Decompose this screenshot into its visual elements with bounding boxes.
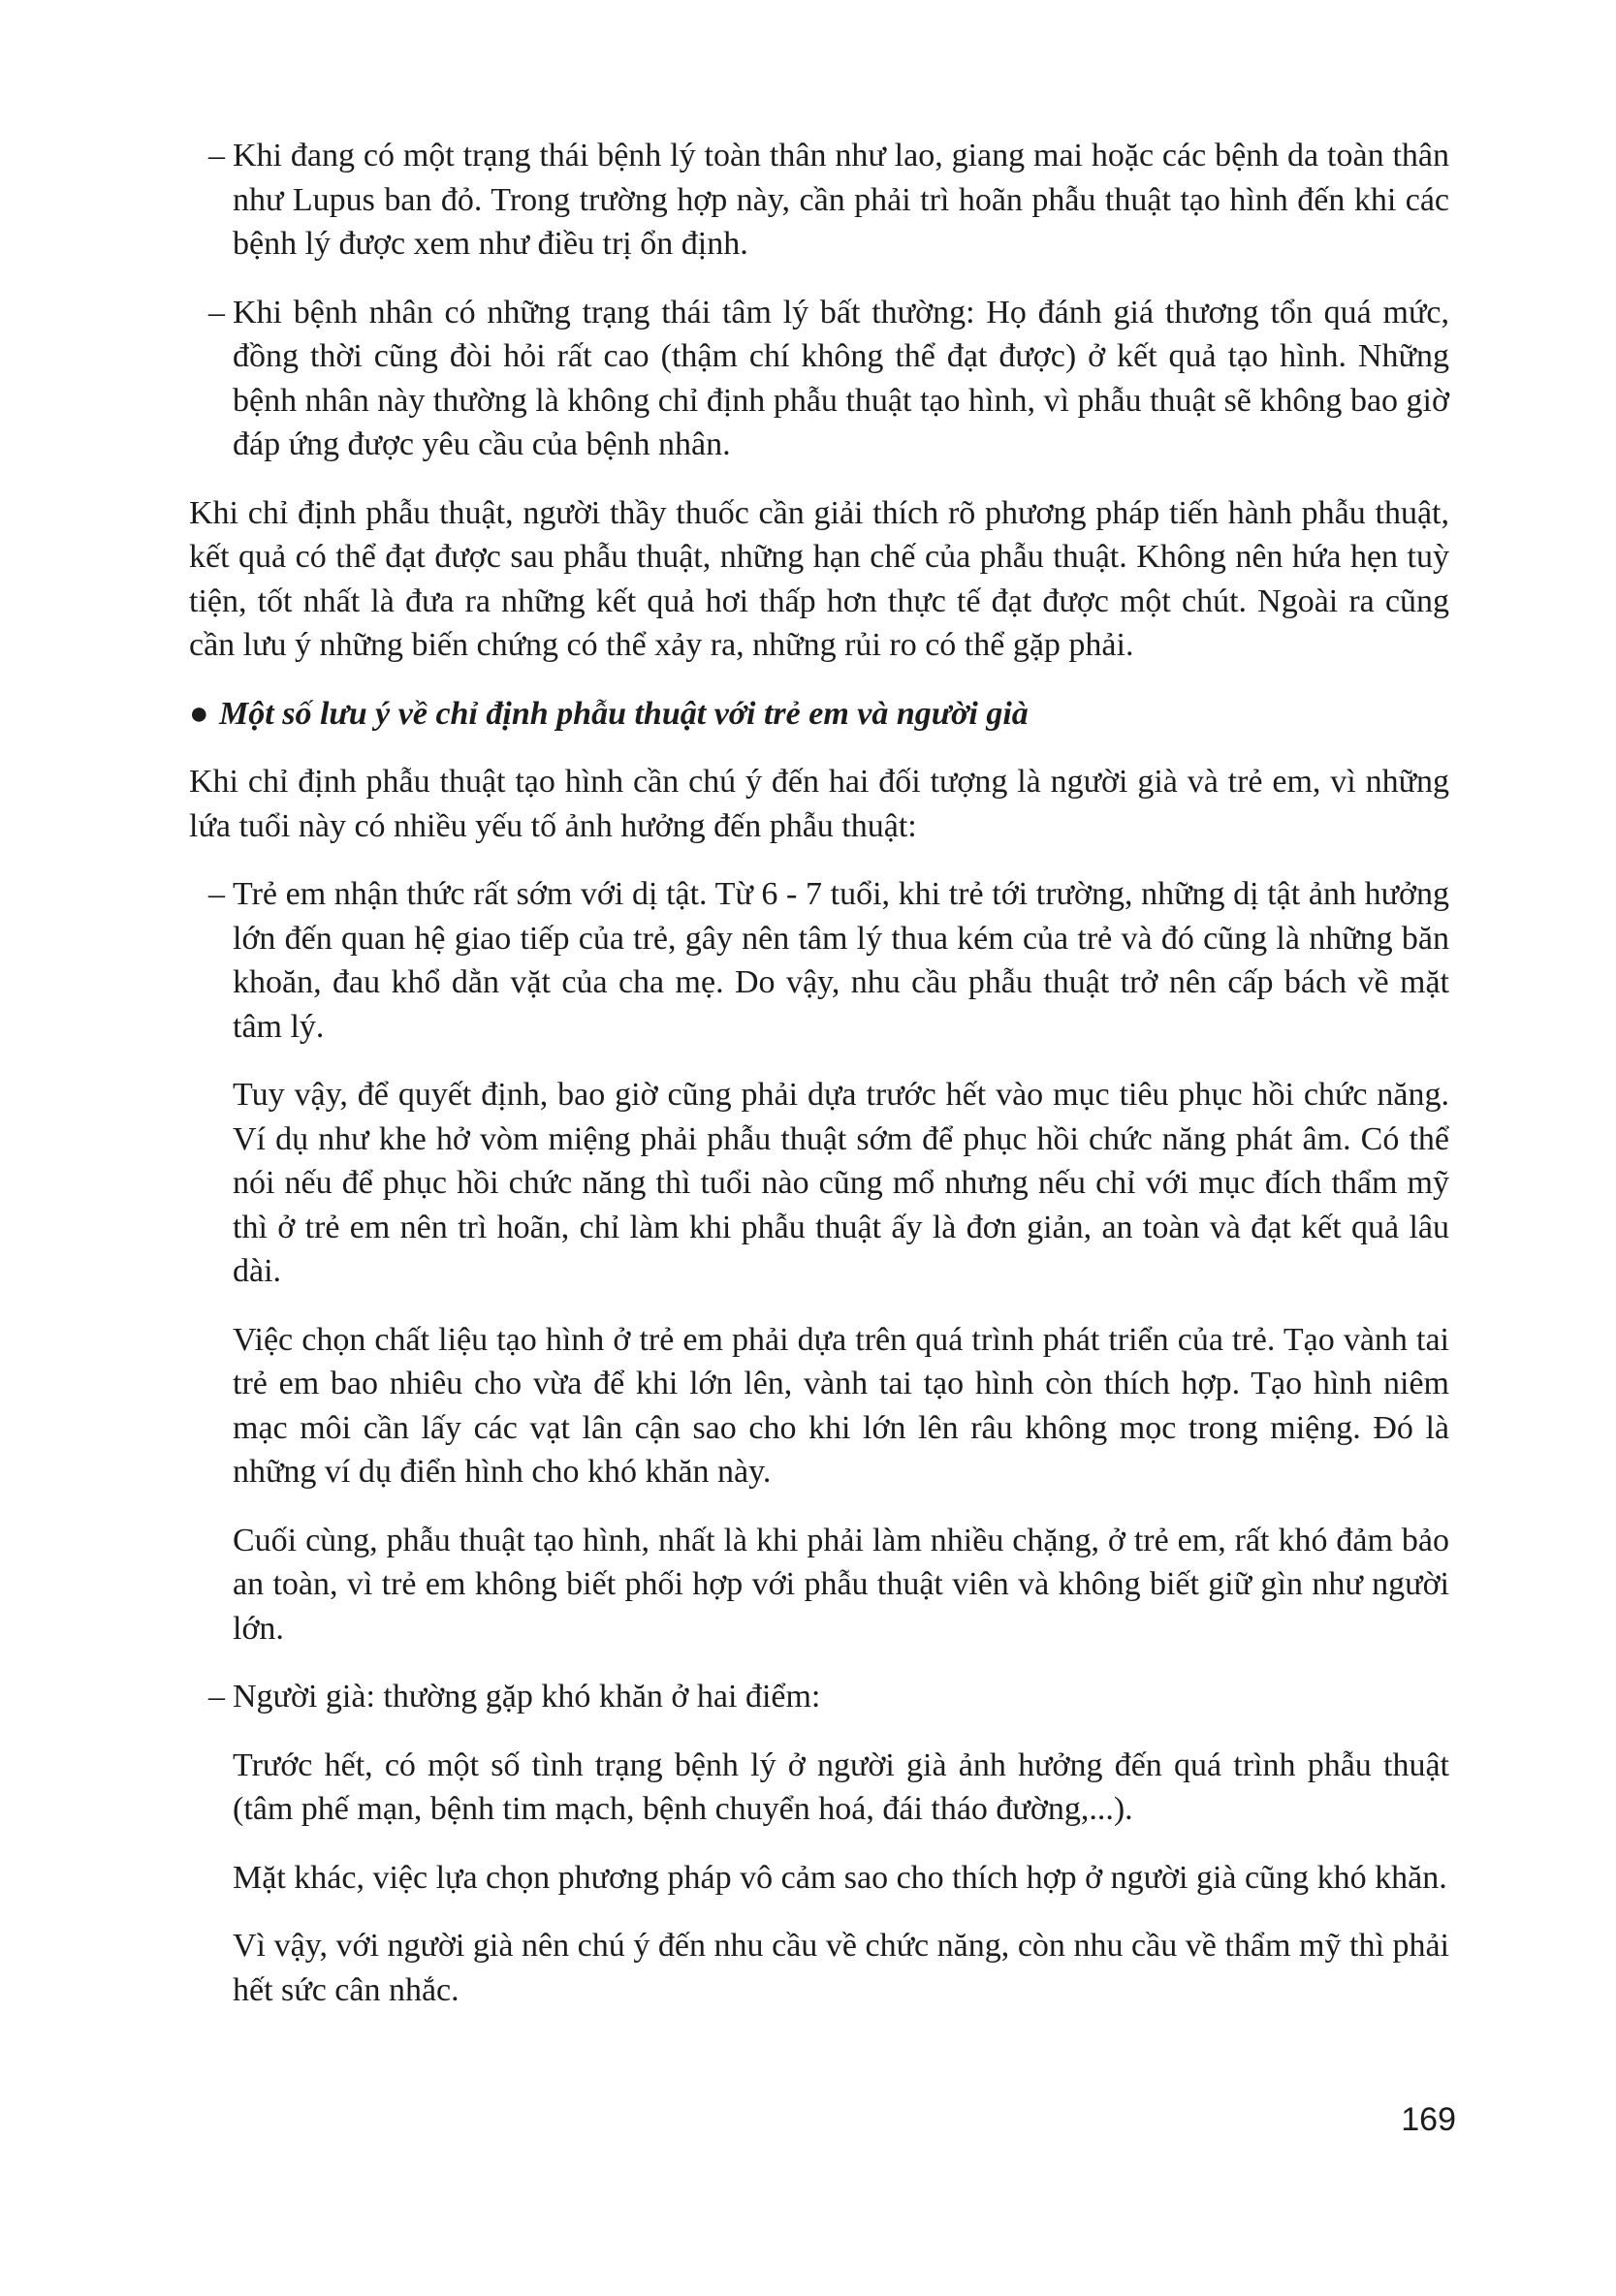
list-item-continuation: Cuối cùng, phẫu thuật tạo hình, nhất là khi phải làm nhiều chặng, ở trẻ em, rất khó đảm bảo an toàn, vì trẻ em không biết phối hợp với phẫu thuật viên và không biết giữ gìn như người lớn. bbox=[233, 1522, 1449, 1647]
list-item-continuation: Vì vậy, với người già nên chú ý đến nhu cầu về chức năng, còn nhu cầu về thẩm mỹ thì phải hết sức cân nhắc. bbox=[233, 1928, 1449, 2008]
dash-marker: – bbox=[208, 294, 225, 330]
bullet-icon: ● bbox=[189, 695, 209, 732]
list-item-text: Khi bệnh nhân có những trạng thái tâm lý bất thường: Họ đánh giá thương tổn quá mức, đồng thời cũng đòi hỏi rất cao (thậm chí không thể đạt được) ở kết quả tạo hình. Những bệnh nhân này thường là không chỉ định phẫu thuật tạo hình, vì phẫu thuật sẽ không bao giờ đáp ứng được yêu cầu của bệnh nhân. bbox=[233, 294, 1449, 462]
list-item bbox=[189, 134, 1449, 267]
list-item-text: Người già: thường gặp khó khăn ở hai điểm: bbox=[233, 1679, 821, 1714]
page-number: 169 bbox=[1401, 2101, 1456, 2138]
list-item-continuation: Trước hết, có một số tình trạng bệnh lý ở người già ảnh hưởng đến quá trình phẫu thuật (tâm phế mạn, bệnh tim mạch, bệnh chuyển hoá, đái tháo đường,...). bbox=[233, 1746, 1449, 1827]
section-heading-text: Một số lưu ý về chỉ định phẫu thuật với trẻ em và người già bbox=[219, 695, 1029, 732]
section-heading bbox=[189, 692, 1449, 737]
dash-marker: – bbox=[208, 1679, 225, 1714]
body-paragraph: Khi chỉ định phẫu thuật tạo hình cần chú ý đến hai đối tượng là người già và trẻ em, vì những lứa tuổi này có nhiều yếu tố ảnh hưởng đến phẫu thuật: bbox=[189, 764, 1449, 844]
list-item-text: Khi đang có một trạng thái bệnh lý toàn thân như lao, giang mai hoặc các bệnh da toàn thân như Lupus ban đỏ. Trong trường hợp này, cần phải trì hoãn phẫu thuật tạo hình đến khi các bệnh lý được xem như điều trị ổn định. bbox=[233, 138, 1449, 262]
list-item-continuation: Tuy vậy, để quyết định, bao giờ cũng phải dựa trước hết vào mục tiêu phục hồi chức năng. Ví dụ như khe hở vòm miệng phải phẫu thuật sớm để phục hồi chức năng phát âm. Có thể nói nếu để phục hồi chức năng thì tuổi nào cũng mổ nhưng nếu chỉ với mục đích thẩm mỹ thì ở trẻ em nên trì hoãn, chỉ làm khi phẫu thuật ấy là đơn giản, an toàn và đạt kết quả lâu dài. bbox=[233, 1077, 1449, 1289]
list-item-continuation: Mặt khác, việc lựa chọn phương pháp vô cảm sao cho thích hợp ở người già cũng khó khăn. bbox=[233, 1859, 1447, 1896]
list-item-continuation: Việc chọn chất liệu tạo hình ở trẻ em phải dựa trên quá trình phát triển của trẻ. Tạo vành tai trẻ em bao nhiêu cho vừa để khi lớn lên, vành tai tạo hình còn thích hợp. Tạo hình niêm mạc môi cần lấy các vạt lân cận sao cho khi lớn lên râu không mọc trong miệng. Đó là những ví dụ điển hình cho khó khăn này. bbox=[233, 1321, 1449, 1490]
page-content bbox=[189, 134, 1449, 2036]
list-item bbox=[189, 872, 1449, 1651]
list-item-text: Trẻ em nhận thức rất sớm với dị tật. Từ 6 - 7 tuổi, khi trẻ tới trường, những dị tật ảnh hưởng lớn đến quan hệ giao tiếp của trẻ, gây nên tâm lý thua kém của trẻ và đó cũng là những băn khoăn, đau khổ dằn vặt của cha mẹ. Do vậy, nhu cầu phẫu thuật trở nên cấp bách về mặt tâm lý. bbox=[233, 876, 1449, 1045]
list-item bbox=[189, 291, 1449, 467]
dash-marker: – bbox=[208, 138, 225, 173]
body-paragraph: Khi chỉ định phẫu thuật, người thầy thuốc cần giải thích rõ phương pháp tiến hành phẫu thuật, kết quả có thể đạt được sau phẫu thuật, những hạn chế của phẫu thuật. Không nên hứa hẹn tuỳ tiện, tốt nhất là đưa ra những kết quả hơi thấp hơn thực tế đạt được một chút. Ngoài ra cũng cần lưu ý những biến chứng có thể xảy ra, những rủi ro có thể gặp phải. bbox=[189, 494, 1449, 663]
list-item bbox=[189, 1675, 1449, 2012]
dash-marker: – bbox=[208, 876, 225, 912]
